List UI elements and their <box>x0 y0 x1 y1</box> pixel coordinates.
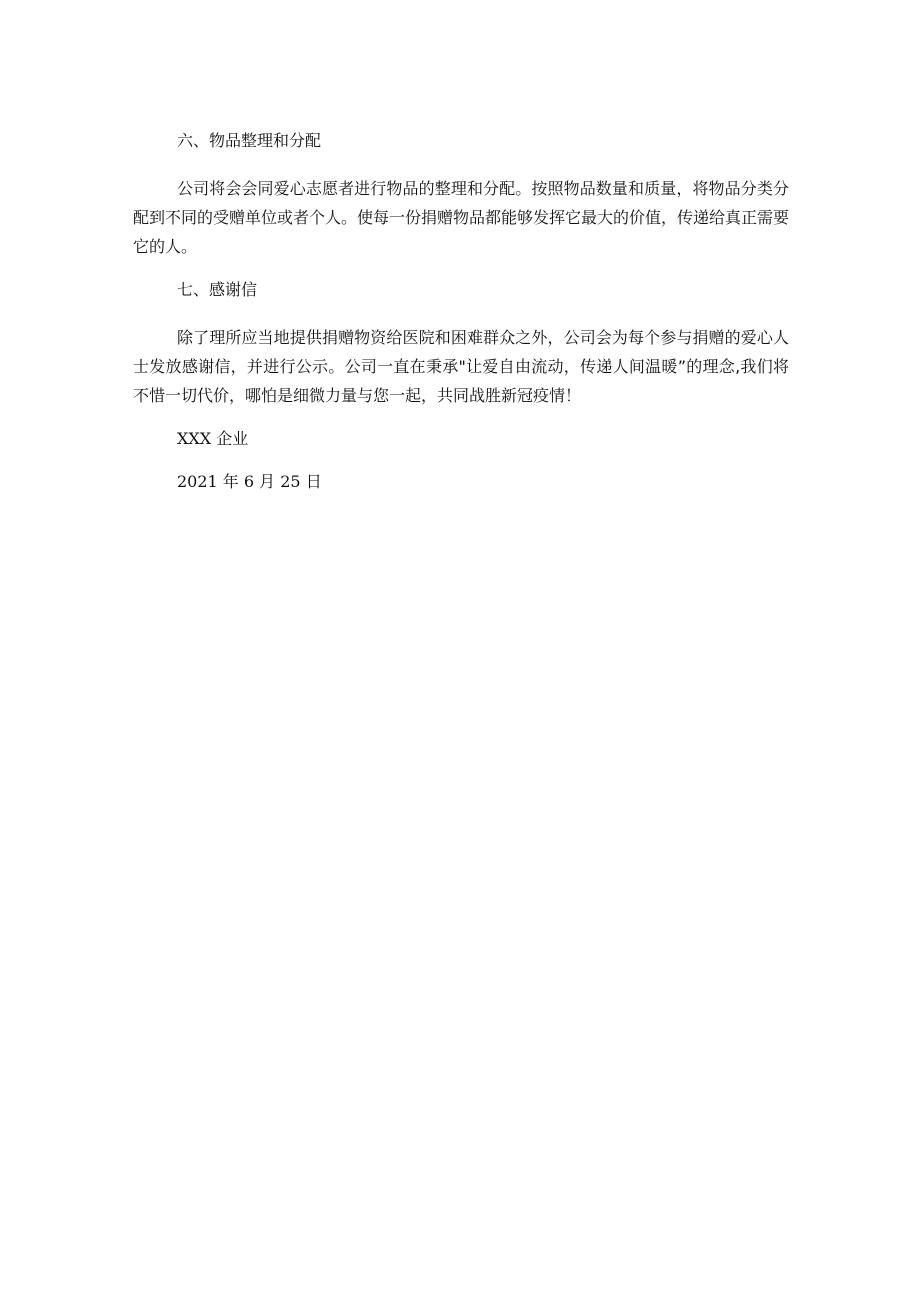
section-6-heading: 六、物品整理和分配 <box>177 131 322 150</box>
document-body <box>133 128 789 512</box>
signature-date: 2021 年 6 月 25 日 <box>177 472 322 491</box>
section-7-heading: 七、感谢信 <box>177 280 258 299</box>
section-7-paragraph: 除了理所应当地提供捐赠物资给医院和困难群众之外，公司会为每个参与捐赠的爱心人士发放感谢信，并进行公示。公司一直在秉承"让爱自由流动，传递人间温暖”的理念,我们将不惜一切代价，哪怕是细微力量与您一起，共同战胜新冠疫情！ <box>133 328 789 405</box>
section-6-paragraph: 公司将会会同爱心志愿者进行物品的整理和分配。按照物品数量和质量，将物品分类分配到不同的受赠单位或者个人。使每一份捐赠物品都能够发挥它最大的价值，传递给真正需要它的人。 <box>133 179 790 256</box>
signature-company: XXX 企业 <box>177 429 249 448</box>
